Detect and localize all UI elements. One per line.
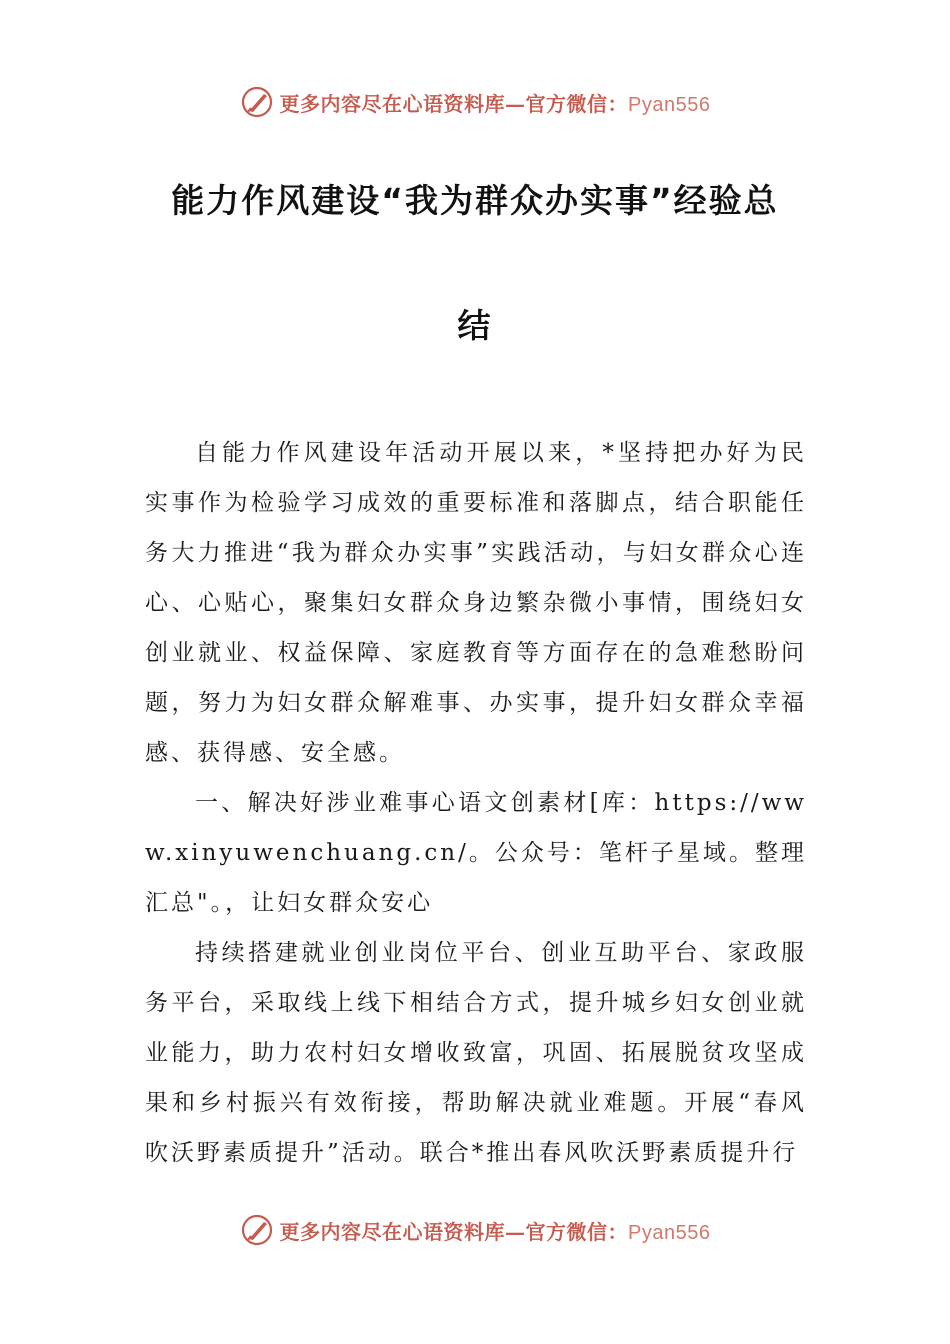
document-title-line2: 结 — [457, 306, 493, 345]
footer-wechat-id: Pyan556 — [628, 1221, 711, 1244]
document-title-line1: 能力作风建设“我为群众办实事”经验总 — [171, 181, 779, 220]
header-banner-label: 更多内容尽在心语资料库—官方微信： — [279, 91, 629, 116]
footer-banner — [0, 1210, 950, 1250]
paragraph-intro: 自能力作风建设年活动开展以来，*坚持把办好为民实事作为检验学习成效的重要标准和落脚点，结合职能任务大力推进“我为群众办实事”实践活动，与妇女群众心连心、心贴心，聚集妇女群众身边繁杂微小事情，围绕妇女创业就业、权益保障、家庭教育等方面存在的急难愁盼问题，努力为妇女群众解难事、办实事，提升妇女群众幸福感、获得感、安全感。 — [145, 440, 807, 766]
footer-banner-text — [280, 1216, 711, 1245]
header-banner-text — [280, 88, 711, 117]
header-wechat-id: Pyan556 — [628, 93, 711, 116]
footer-banner-label: 更多内容尽在心语资料库—官方微信： — [279, 1219, 629, 1244]
document-body — [145, 428, 807, 1178]
quill-logo-icon — [240, 1213, 274, 1247]
paragraph-section-heading: 一、解决好涉业难事心语文创素材[库：https://www.xinyuwenchuang.cn/。公众号：笔杆子星域。整理汇总"。，让妇女群众安心 — [145, 790, 807, 916]
header-banner — [0, 82, 950, 122]
paragraph-employment: 持续搭建就业创业岗位平台、创业互助平台、家政服务平台，采取线上线下相结合方式，提升城乡妇女创业就业能力，助力农村妇女增收致富，巩固、拓展脱贫攻坚成果和乡村振兴有效衔接，帮助解决就业难题。开展“春风吹沃野素质提升”活动。联合*推出春风吹沃野素质提升行 — [145, 940, 807, 1166]
quill-logo-icon — [240, 85, 274, 119]
